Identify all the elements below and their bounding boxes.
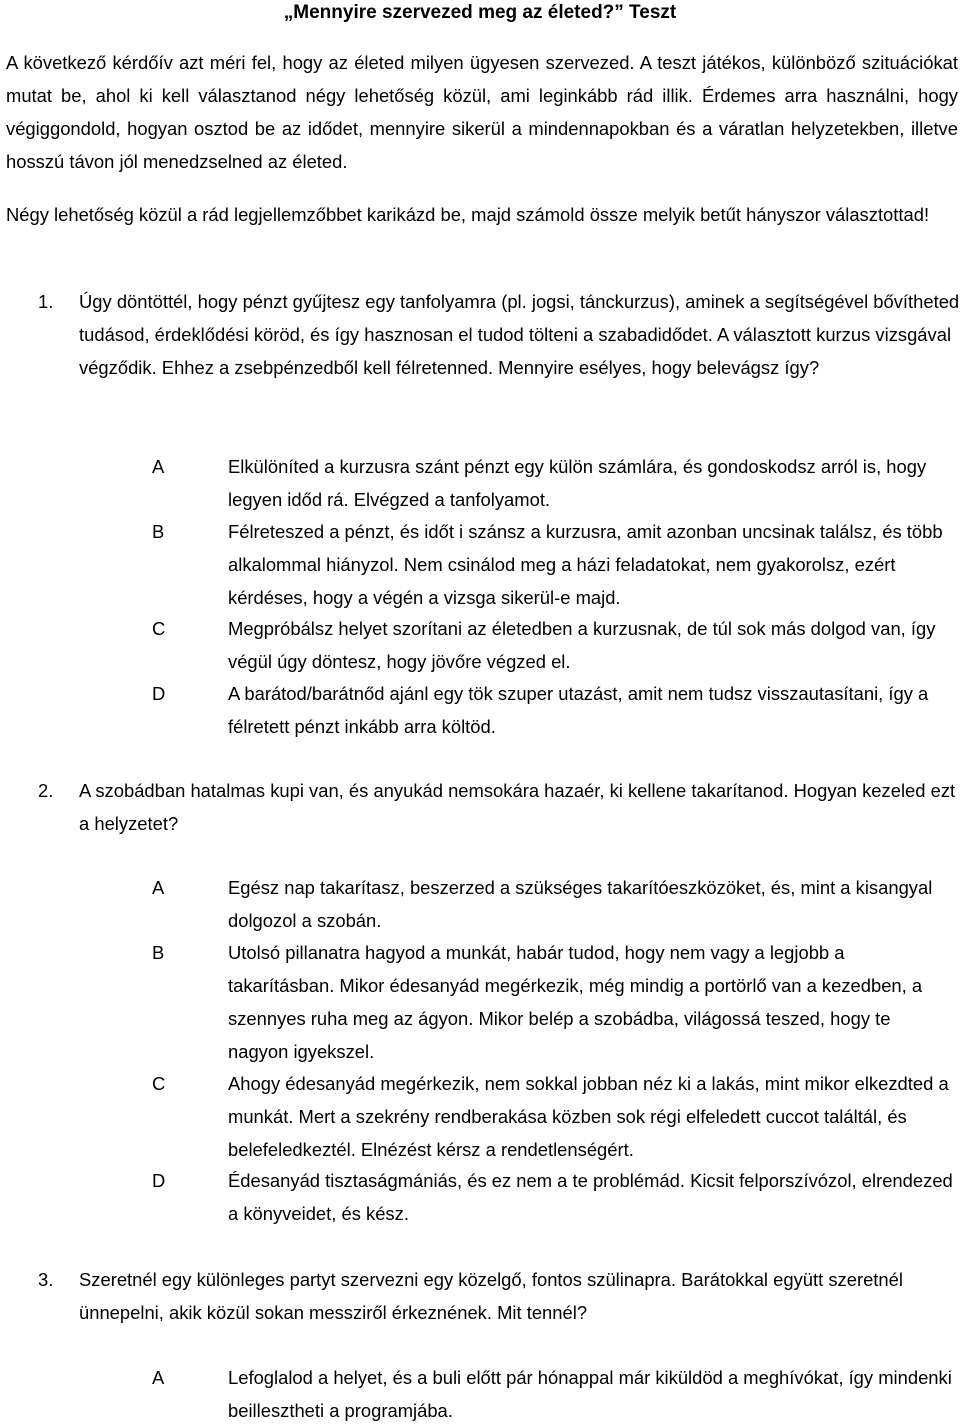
question-text: Úgy döntöttél, hogy pénzt gyűjtesz egy tanfolyamra (pl. jogsi, tánckurzus), aminek a segítségével bővítheted tudásod, érdeklődési köröd, és így hasznosan el tudod tölteni a szabadidődet. A választott kurzus vizsgával végződik. Ehhez a zsebpénzedből kell félretenned. Mennyire esélyes, hogy belevágsz így? xyxy=(79,291,960,378)
option-letter: A xyxy=(152,877,165,898)
question-text: A szobádban hatalmas kupi van, és anyukád nemsokára hazaér, ki kellene takarítanod. Hogyan kezeled ezt a helyzetet? xyxy=(79,780,956,834)
option-text: Egész nap takarítasz, beszerzed a szükséges takarítóeszközöket, és, mint a kisangyal dolgozol a szobán. xyxy=(228,877,933,931)
option-letter: A xyxy=(152,1367,165,1388)
option-text: Lefoglalod a helyet, és a buli előtt pár hónappal már kiküldöd a meghívókat, így mindenki beillesztheti a programjába. xyxy=(228,1367,952,1421)
question-number: 1. xyxy=(38,291,54,312)
question-number: 2. xyxy=(38,780,54,801)
option-letter: C xyxy=(152,618,166,639)
option-text: Megpróbálsz helyet szorítani az életedben a kurzusnak, de túl sok más dolgod van, így végül úgy döntesz, hogy jövőre végzed el. xyxy=(228,618,936,672)
intro-paragraph: A következő kérdőív azt méri fel, hogy az életed milyen ügyesen szervezed. A teszt játékos, különböző szituációkat mutat be, ahol ki kell választanod négy lehetőség közül, ami leginkább rád illik. Érdemes arra használni, hogy végiggondold, hogyan osztod be az idődet, mennyire sikerül a mindennapokban és a váratlan helyzetekben, illetve hosszú távon jól menedzselned az életed. xyxy=(6,52,958,172)
option-text: Édesanyád tisztaságmániás, és ez nem a te problémád. Kicsit felporszívózol, elrendezed a könyveidet, és kész. xyxy=(228,1170,953,1224)
page-title: „Mennyire szervezed meg az életed?” Teszt xyxy=(283,2,677,23)
question-text: Szeretnél egy különleges partyt szervezni egy közelgő, fontos szülinapra. Barátokkal együtt szeretnél ünnepelni, akik közül sokan messziről érkeznének. Mit tennél? xyxy=(79,1269,903,1323)
instruction-paragraph: Négy lehetőség közül a rád legjellemzőbbet karikázd be, majd számold össze melyik betűt hányszor választottad! xyxy=(6,204,930,225)
option-letter: D xyxy=(152,1170,166,1191)
option-text: Ahogy édesanyád megérkezik, nem sokkal jobban néz ki a lakás, mint mikor elkezdted a munkát. Mert a szekrény rendberakása közben sok régi elfeledett cuccot találtál, és belefeledkeztél. Elnézést kérsz a rendetlenségért. xyxy=(228,1073,949,1160)
option-text: Félreteszed a pénzt, és időt i szánsz a kurzusra, amit azonban uncsinak találsz, és több alkalommal hiányzol. Nem csinálod meg a házi feladatokat, nem gyakorolsz, ezért kérdéses, hogy a végén a vizsga sikerül-e majd. xyxy=(228,521,943,608)
option-text: A barátod/barátnőd ajánl egy tök szuper utazást, amit nem tudsz visszautasítani, így a félretett pénzt inkább arra költöd. xyxy=(228,683,929,737)
option-letter: C xyxy=(152,1073,166,1094)
option-text: Elkülöníted a kurzusra szánt pénzt egy külön számlára, és gondoskodsz arról is, hogy legyen időd rá. Elvégzed a tanfolyamot. xyxy=(228,456,927,510)
option-letter: A xyxy=(152,456,165,477)
option-letter: B xyxy=(152,521,165,542)
option-letter: D xyxy=(152,683,166,704)
option-letter: B xyxy=(152,942,165,963)
option-text: Utolsó pillanatra hagyod a munkát, habár tudod, hogy nem vagy a legjobb a takarításban. Mikor édesanyád megérkezik, még mindig a portörlő van a kezedben, a szennyes ruha meg az ágyon. Mikor belép a szobádba, világossá teszed, hogy te nagyon igyekszel. xyxy=(228,942,923,1062)
question-number: 3. xyxy=(38,1269,54,1290)
